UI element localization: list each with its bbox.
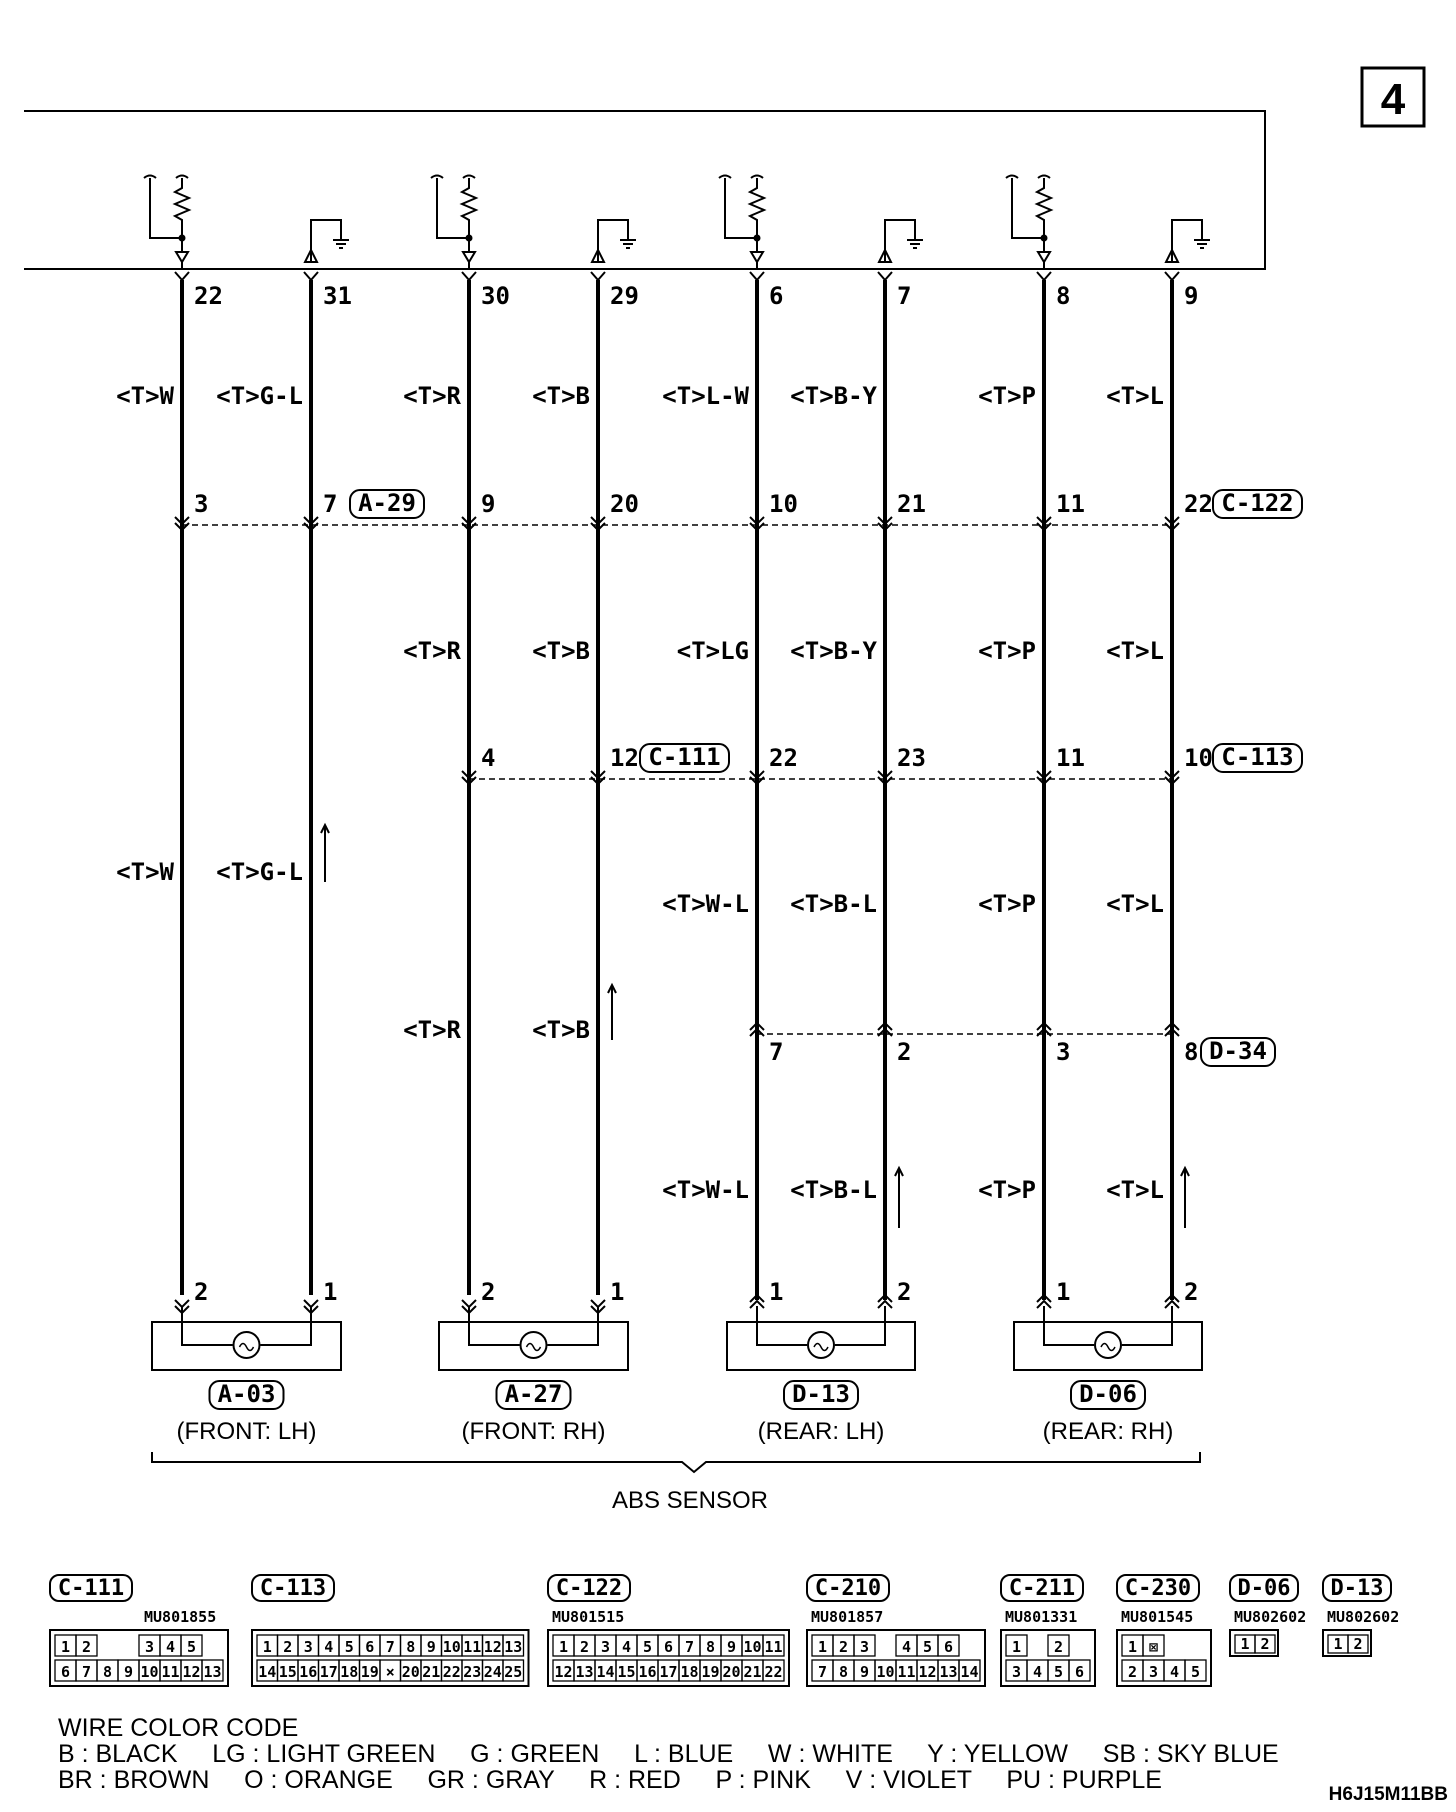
svg-text:17: 17 [319, 1663, 338, 1681]
wire-color-upper: <T>L-W [662, 382, 749, 410]
wire-color-middle: <T>R [403, 637, 461, 665]
svg-text:6: 6 [1074, 1663, 1085, 1681]
svg-text:2: 2 [838, 1638, 849, 1656]
svg-text:C-230: C-230 [1124, 1576, 1192, 1601]
sensor-pin-2: 2 [194, 1278, 209, 1306]
svg-text:D-13: D-13 [792, 1380, 850, 1408]
connector-view-D-13 [1323, 1575, 1399, 1656]
svg-text:24: 24 [483, 1663, 502, 1681]
sensor-position: (FRONT: LH) [176, 1418, 317, 1445]
svg-text:2: 2 [81, 1638, 92, 1656]
svg-text:C-122: C-122 [555, 1576, 623, 1601]
junction-pin-3: 3 [194, 490, 209, 518]
wire-color-middle: <T>LG [676, 637, 749, 665]
junction-pin-20: 20 [610, 490, 639, 518]
abs-sensor-D-06 [1014, 1295, 1202, 1445]
ecu-circuit-30 [431, 176, 476, 270]
junction-pin-4: 4 [481, 744, 496, 772]
ecu-box [24, 111, 1265, 269]
junction-pin-10: 10 [769, 490, 798, 518]
svg-text:C-113: C-113 [259, 1576, 327, 1601]
svg-text:14: 14 [596, 1663, 615, 1681]
svg-text:11: 11 [161, 1663, 180, 1681]
svg-text:7: 7 [817, 1663, 828, 1681]
connector-view-C-210 [807, 1575, 985, 1686]
svg-text:3: 3 [303, 1638, 313, 1656]
svg-text:22: 22 [764, 1663, 783, 1681]
svg-text:20: 20 [722, 1663, 741, 1681]
connector-view-C-111 [50, 1575, 228, 1686]
connector-part-number: MU801515 [552, 1608, 625, 1626]
svg-text:7: 7 [385, 1638, 395, 1656]
connector-part-number: MU801855 [144, 1608, 217, 1626]
svg-text:A-27: A-27 [504, 1380, 563, 1408]
sensor-connector-A-27 [497, 1380, 571, 1409]
svg-text:2: 2 [1353, 1635, 1363, 1653]
wire-color-upper: <T>P [978, 382, 1036, 410]
junction-pin-9: 9 [481, 490, 496, 518]
wire-color-upper: <T>R [403, 382, 461, 410]
svg-text:16: 16 [638, 1663, 657, 1681]
wire-color-lower-rear: <T>P [978, 890, 1036, 918]
svg-text:1: 1 [60, 1638, 71, 1656]
svg-text:C-122: C-122 [1221, 489, 1294, 517]
svg-text:14: 14 [960, 1663, 979, 1681]
ecu-circuit-9 [1166, 220, 1210, 262]
junction-pin-21: 21 [897, 490, 926, 518]
ecu-pin-7: 7 [897, 282, 912, 310]
legend-line-1: B : BLACK LG : LIGHT GREEN G : GREEN L : BLUE W : WHITE Y : YELLOW SB : SKY BLUE [58, 1740, 1279, 1768]
junction-pin-7: 7 [323, 490, 338, 518]
connector-label-C-111 [640, 743, 729, 772]
ecu-circuit-6 [719, 176, 764, 270]
svg-text:C-113: C-113 [1221, 743, 1294, 771]
connector-label-C-122 [1213, 489, 1302, 518]
svg-text:18: 18 [340, 1663, 359, 1681]
junction-pin-8: 8 [1184, 1038, 1199, 1066]
abs-sensor-bracket [152, 1452, 1200, 1472]
ecu-circuit-22 [144, 176, 189, 270]
svg-text:2: 2 [1053, 1638, 1064, 1656]
svg-text:1: 1 [1333, 1635, 1343, 1653]
svg-text:12: 12 [918, 1663, 937, 1681]
sensor-pin-2: 2 [481, 1278, 496, 1306]
svg-text:19: 19 [360, 1663, 379, 1681]
svg-text:6: 6 [943, 1638, 954, 1656]
svg-text:13: 13 [504, 1638, 523, 1656]
wire-8 [1037, 272, 1051, 1300]
connector-part-number: MU801545 [1121, 1608, 1194, 1626]
direction-arrow [1181, 1168, 1189, 1228]
svg-text:8: 8 [838, 1663, 849, 1681]
connector-view-C-113 [252, 1575, 529, 1686]
ecu-pin-8: 8 [1056, 282, 1071, 310]
junction-pin-10: 10 [1184, 744, 1213, 772]
wire-22 [175, 272, 189, 1295]
abs-sensor-A-03 [152, 1300, 341, 1445]
wire-color-lower-front: <T>R [403, 1016, 461, 1044]
wire-color-upper: <T>B-Y [790, 382, 877, 410]
svg-text:D-06: D-06 [1079, 1380, 1137, 1408]
svg-text:14: 14 [258, 1663, 277, 1681]
svg-text:4: 4 [1032, 1663, 1043, 1681]
connector-part-number: MU802602 [1327, 1608, 1400, 1626]
figure-code: H6J15M11BB [1328, 1784, 1448, 1805]
connector-label-A-29 [350, 489, 424, 518]
ecu-pin-31: 31 [323, 282, 352, 310]
svg-text:13: 13 [939, 1663, 958, 1681]
junction-pin-11: 11 [1056, 490, 1085, 518]
legend-title: WIRE COLOR CODE [58, 1714, 299, 1742]
ecu-pin-22: 22 [194, 282, 223, 310]
wire-color-middle: <T>L [1106, 637, 1164, 665]
sensor-connector-D-13 [784, 1380, 858, 1409]
svg-text:4: 4 [1169, 1663, 1180, 1681]
svg-text:12: 12 [182, 1663, 201, 1681]
svg-text:9: 9 [426, 1638, 436, 1656]
ecu-pin-29: 29 [610, 282, 639, 310]
sensor-position: (REAR: RH) [1042, 1418, 1174, 1445]
svg-text:5: 5 [344, 1638, 354, 1656]
ecu-circuit-8 [1006, 176, 1051, 270]
svg-text:A-29: A-29 [358, 489, 416, 517]
svg-text:5: 5 [1190, 1663, 1201, 1681]
svg-text:2: 2 [1127, 1663, 1138, 1681]
wire-color-upper: <T>G-L [216, 382, 303, 410]
svg-text:13: 13 [203, 1663, 222, 1681]
svg-text:1: 1 [1011, 1638, 1022, 1656]
svg-text:4: 4 [901, 1638, 912, 1656]
svg-text:21: 21 [422, 1663, 441, 1681]
connector-view-C-122 [548, 1575, 789, 1686]
sensor-connector-D-06 [1071, 1380, 1145, 1409]
svg-text:15: 15 [617, 1663, 636, 1681]
junction-connector [175, 517, 1179, 530]
svg-text:10: 10 [442, 1638, 461, 1656]
svg-text:20: 20 [401, 1663, 420, 1681]
svg-text:7: 7 [684, 1638, 695, 1656]
svg-text:8: 8 [406, 1638, 416, 1656]
svg-text:1: 1 [558, 1638, 569, 1656]
junction-connector [462, 771, 1179, 784]
connector-label-D-34 [1201, 1037, 1275, 1066]
svg-text:11: 11 [463, 1638, 482, 1656]
abs-sensor-A-27 [439, 1300, 628, 1445]
abs-sensor-label: ABS SENSOR [611, 1487, 769, 1514]
wire-6 [750, 272, 764, 1300]
svg-text:1: 1 [1240, 1635, 1250, 1653]
svg-text:1: 1 [262, 1638, 272, 1656]
junction-pin-7: 7 [769, 1038, 784, 1066]
connector-part-number: MU801331 [1005, 1608, 1078, 1626]
wire-color-middle: <T>B [532, 637, 590, 665]
ecu-circuit-31 [305, 220, 349, 262]
connector-part-number: MU802602 [1234, 1608, 1307, 1626]
svg-text:23: 23 [463, 1663, 482, 1681]
svg-text:5: 5 [922, 1638, 933, 1656]
junction-pin-3: 3 [1056, 1038, 1071, 1066]
svg-text:4: 4 [324, 1638, 334, 1656]
svg-text:8: 8 [705, 1638, 716, 1656]
sensor-connector-A-03 [210, 1380, 284, 1409]
sensor-position: (FRONT: RH) [461, 1418, 606, 1445]
wire-color-upper: <T>B [532, 382, 590, 410]
wire-color-upper: <T>W [116, 382, 174, 410]
junction-pin-11: 11 [1056, 744, 1085, 772]
wire-color-middle: <T>P [978, 637, 1036, 665]
svg-text:3: 3 [600, 1638, 611, 1656]
wire-color-lower-rear: <T>B-L [790, 890, 877, 918]
svg-text:3: 3 [1011, 1663, 1022, 1681]
svg-text:D-34: D-34 [1209, 1037, 1267, 1065]
connector-view-C-211 [1001, 1575, 1095, 1686]
svg-text:C-210: C-210 [814, 1576, 882, 1601]
sensor-pin-2: 2 [1184, 1278, 1199, 1306]
junction-pin-22: 22 [1184, 490, 1213, 518]
wire-7 [878, 272, 892, 1300]
sensor-pin-1: 1 [769, 1278, 784, 1306]
sensor-pin-1: 1 [1056, 1278, 1071, 1306]
connector-part-number: MU801857 [811, 1608, 884, 1626]
svg-text:10: 10 [743, 1638, 762, 1656]
wire-color-lower-rear: <T>W-L [662, 890, 749, 918]
svg-text:3: 3 [1148, 1663, 1159, 1681]
svg-text:3: 3 [144, 1638, 155, 1656]
abs-sensor-D-13 [727, 1295, 915, 1445]
svg-text:17: 17 [659, 1663, 678, 1681]
svg-text:5: 5 [186, 1638, 197, 1656]
wire-color-lower-front: <T>G-L [216, 858, 303, 886]
svg-text:15: 15 [278, 1663, 297, 1681]
svg-text:6: 6 [663, 1638, 674, 1656]
svg-text:18: 18 [680, 1663, 699, 1681]
svg-text:5: 5 [1053, 1663, 1064, 1681]
svg-text:10: 10 [876, 1663, 895, 1681]
svg-text:21: 21 [743, 1663, 762, 1681]
direction-arrow [895, 1168, 903, 1228]
svg-text:6: 6 [60, 1663, 71, 1681]
ecu-circuit-7 [879, 220, 923, 262]
wire-color-upper: <T>L [1106, 382, 1164, 410]
svg-text:D-06: D-06 [1237, 1576, 1291, 1601]
sensor-position: (REAR: LH) [757, 1418, 885, 1445]
wire-31 [304, 272, 318, 1295]
svg-text:16: 16 [299, 1663, 318, 1681]
svg-text:4: 4 [621, 1638, 632, 1656]
svg-text:A-03: A-03 [217, 1380, 276, 1408]
wire-color-middle: <T>B-Y [790, 637, 877, 665]
junction-pin-22: 22 [769, 744, 798, 772]
wire-color-bottom-rear: <T>W-L [662, 1176, 749, 1204]
svg-text:11: 11 [897, 1663, 916, 1681]
svg-text:22: 22 [442, 1663, 461, 1681]
svg-text:8: 8 [102, 1663, 113, 1681]
svg-text:19: 19 [701, 1663, 720, 1681]
connector-label-C-113 [1213, 743, 1302, 772]
svg-text:C-211: C-211 [1008, 1576, 1076, 1601]
ecu-circuit-29 [592, 220, 636, 262]
connector-view-D-06 [1230, 1575, 1306, 1656]
junction-connector [750, 1023, 1179, 1036]
ecu-pin-9: 9 [1184, 282, 1199, 310]
svg-text:2: 2 [1260, 1635, 1270, 1653]
svg-text:9: 9 [726, 1638, 737, 1656]
wire-color-lower-rear: <T>L [1106, 890, 1164, 918]
wire-color-bottom-rear: <T>P [978, 1176, 1036, 1204]
svg-text:9: 9 [859, 1663, 870, 1681]
svg-text:D-13: D-13 [1330, 1576, 1384, 1601]
sensor-pin-1: 1 [610, 1278, 625, 1306]
ecu-pin-6: 6 [769, 282, 784, 310]
svg-text:25: 25 [504, 1663, 523, 1681]
svg-text:7: 7 [81, 1663, 92, 1681]
sensor-pin-2: 2 [897, 1278, 912, 1306]
svg-text:13: 13 [575, 1663, 594, 1681]
svg-text:⊠: ⊠ [1148, 1638, 1159, 1656]
wire-color-lower-front: <T>W [116, 858, 174, 886]
junction-pin-12: 12 [610, 744, 639, 772]
svg-text:3: 3 [859, 1638, 870, 1656]
wire-color-bottom-rear: <T>B-L [790, 1176, 877, 1204]
svg-text:1: 1 [1127, 1638, 1138, 1656]
junction-pin-23: 23 [897, 744, 926, 772]
svg-text:6: 6 [365, 1638, 375, 1656]
legend-line-2: BR : BROWN O : ORANGE GR : GRAY R : RED P : PINK V : VIOLET PU : PURPLE [58, 1766, 1162, 1794]
svg-text:4: 4 [165, 1638, 176, 1656]
direction-arrow [321, 825, 329, 882]
connector-view-C-230 [1117, 1575, 1211, 1686]
page-number: 4 [1380, 75, 1406, 124]
ecu-pin-30: 30 [481, 282, 510, 310]
svg-text:1: 1 [817, 1638, 828, 1656]
svg-text:C-111: C-111 [57, 1576, 125, 1601]
sensor-pin-1: 1 [323, 1278, 338, 1306]
junction-pin-2: 2 [897, 1038, 912, 1066]
svg-text:12: 12 [483, 1638, 502, 1656]
svg-text:2: 2 [579, 1638, 590, 1656]
svg-text:10: 10 [140, 1663, 159, 1681]
svg-text:5: 5 [642, 1638, 653, 1656]
svg-text:12: 12 [554, 1663, 573, 1681]
wire-color-bottom-rear: <T>L [1106, 1176, 1164, 1204]
wire-9 [1165, 272, 1179, 1300]
svg-text:11: 11 [764, 1638, 783, 1656]
svg-text:9: 9 [123, 1663, 134, 1681]
svg-text:2: 2 [283, 1638, 293, 1656]
svg-text:×: × [385, 1663, 395, 1681]
direction-arrow [608, 985, 616, 1040]
svg-text:C-111: C-111 [648, 743, 721, 771]
wire-color-lower-front: <T>B [532, 1016, 590, 1044]
